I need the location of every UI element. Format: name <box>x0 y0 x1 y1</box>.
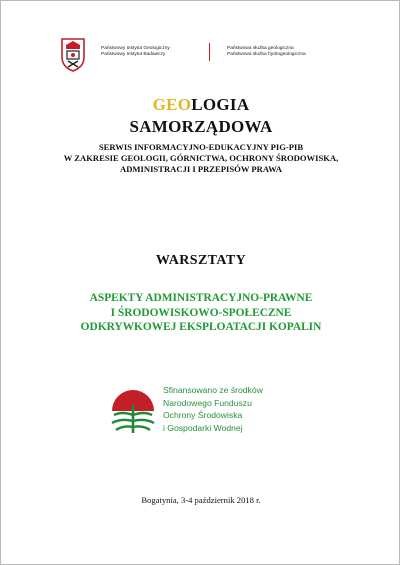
topic-line-2: I ŚRODOWISKOWO-SPOŁECZNE <box>110 306 292 319</box>
subtitle-line-1: SERWIS INFORMACYJNO-EDUKACYJNY PIG-PIB <box>98 142 304 152</box>
place-and-date: Bogatynia, 3-4 październik 2018 r. <box>141 495 261 505</box>
workshop-heading: WARSZTATY <box>155 253 247 268</box>
funding-line-3: Ochrony Środowiska <box>163 410 243 421</box>
title-line-1 <box>1 95 400 115</box>
institution-names-right <box>227 46 306 59</box>
title-line-2: SAMORZĄDOWA <box>129 117 273 136</box>
institution-name-1: Państwowy Instytut Geologiczny <box>101 46 170 51</box>
service-subtitle <box>1 142 400 175</box>
funding-line-1: Sfinansowano ze środków <box>163 385 263 395</box>
topic-line-3: ODKRYWKOWEJ EKSPLOATACJI KOPALIN <box>80 321 322 333</box>
service-name-1: Państwowa służba geologiczna <box>227 46 294 51</box>
subtitle-line-2: W ZAKRESIE GEOLOGII, GÓRNICTWA, OCHRONY ŚRODOWISKA, <box>63 153 339 163</box>
funding-line-4: i Gospodarki Wodnej <box>163 422 243 433</box>
institution-name-2: Państwowy Instytut Badawczy <box>101 52 166 58</box>
institution-names-left <box>101 46 170 59</box>
title-accent: GEO <box>152 95 192 114</box>
funding-line-2: Narodowego Funduszu <box>163 397 252 408</box>
title-rest: LOGIA <box>191 95 250 114</box>
pig-pib-logo-icon <box>59 37 87 73</box>
workshop-topic <box>1 291 400 335</box>
institution-header <box>59 37 349 77</box>
funding-text <box>163 384 263 434</box>
topic-line-1: ASPEKTY ADMINISTRACYJNO-PRAWNE <box>89 292 313 304</box>
service-name-2: Państwowa służba hydrogeologiczna <box>227 52 306 58</box>
header-divider <box>209 43 210 61</box>
subtitle-line-3: ADMINISTRACJI I PRZEPISÓW PRAWA <box>120 164 282 174</box>
nfosigw-logo-icon <box>108 381 158 437</box>
funding-block <box>108 381 308 441</box>
